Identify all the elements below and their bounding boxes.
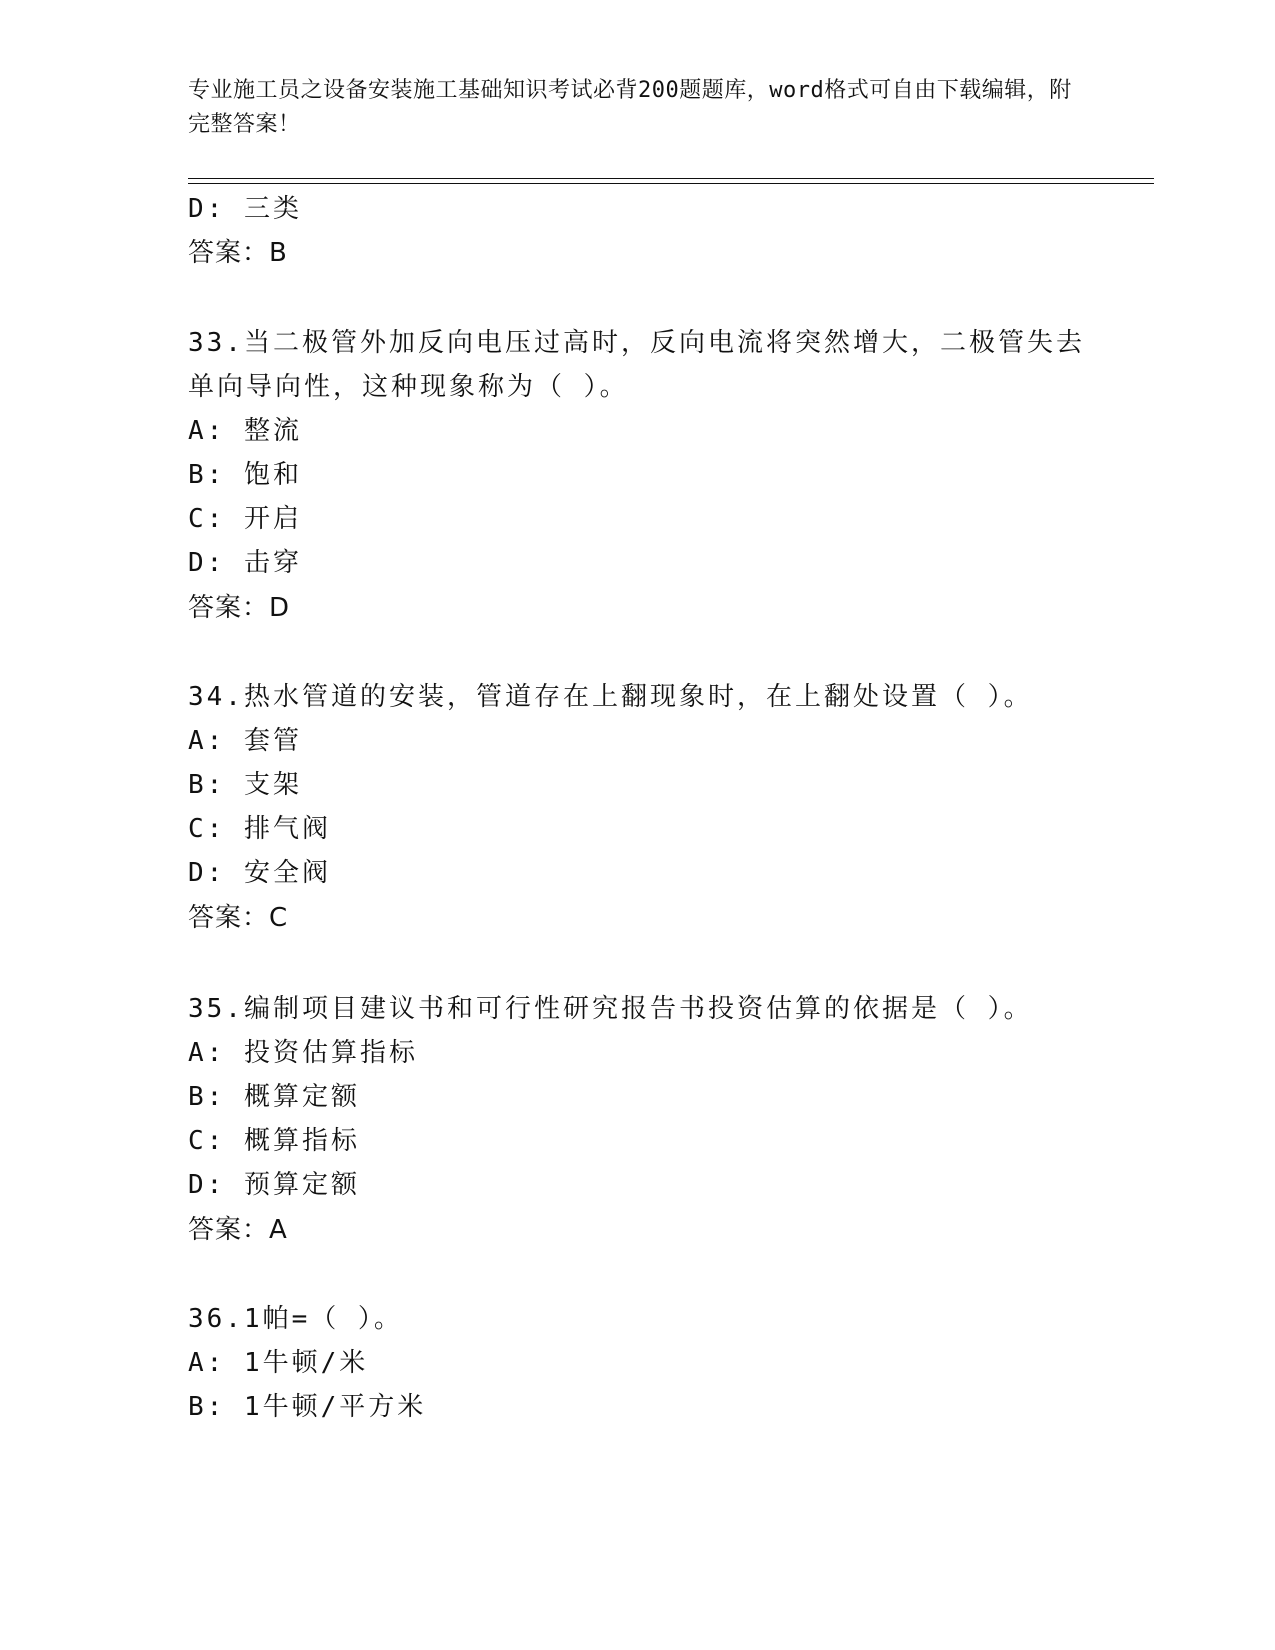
header-divider-top (188, 178, 1154, 179)
header-divider-bottom (188, 183, 1154, 184)
q33-option-b: B: 饱和 (188, 460, 302, 490)
q33-answer: 答案：D (188, 593, 291, 623)
q33-option-c: C: 开启 (188, 504, 302, 534)
prev-option-d: D: 三类 (188, 194, 302, 224)
q33-stem-line2: 单向导向性，这种现象称为（ ）。 (188, 372, 629, 402)
q35-option-d: D: 预算定额 (188, 1170, 360, 1200)
q34-answer: 答案：C (188, 903, 289, 933)
q35-stem: 35.编制项目建议书和可行性研究报告书投资估算的依据是（ ）。 (188, 994, 1033, 1024)
q35-option-b: B: 概算定额 (188, 1082, 360, 1112)
q34-option-d: D: 安全阀 (188, 858, 331, 888)
q35-option-a: A: 投资估算指标 (188, 1038, 418, 1068)
q33-option-d: D: 击穿 (188, 548, 302, 578)
q33-option-a: A: 整流 (188, 416, 302, 446)
q34-option-b: B: 支架 (188, 770, 302, 800)
q33-stem-line1: 33.当二极管外加反向电压过高时，反向电流将突然增大，二极管失去 (188, 328, 1085, 358)
q36-option-a: A: 1牛顿/米 (188, 1348, 369, 1378)
q34-stem: 34.热水管道的安装，管道存在上翻现象时，在上翻处设置（ ）。 (188, 682, 1033, 712)
q34-option-a: A: 套管 (188, 726, 302, 756)
q34-option-c: C: 排气阀 (188, 814, 331, 844)
q35-option-c: C: 概算指标 (188, 1126, 360, 1156)
prev-answer: 答案：B (188, 238, 288, 268)
q36-option-b: B: 1牛顿/平方米 (188, 1392, 427, 1422)
document-header-title: 专业施工员之设备安装施工基础知识考试必背200题题库，word格式可自由下载编辑，附完整答案！ (188, 78, 1072, 137)
q36-stem: 36.1帕=（ ）。 (188, 1304, 403, 1334)
q35-answer: 答案：A (188, 1215, 288, 1245)
